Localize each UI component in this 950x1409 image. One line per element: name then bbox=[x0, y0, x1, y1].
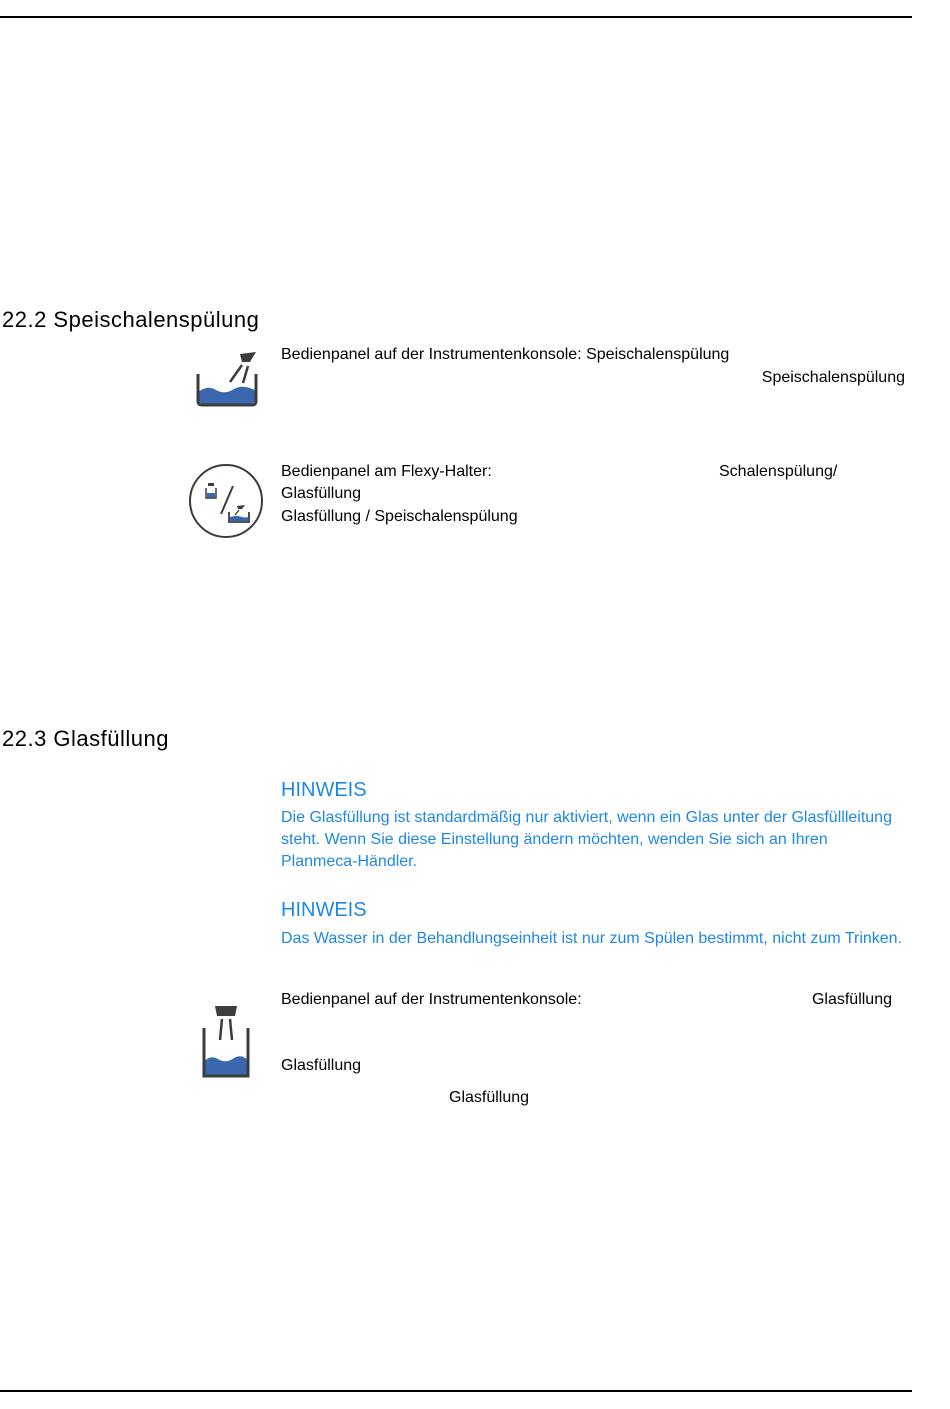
section-heading-22-2: 22.2 Speischalenspülung bbox=[2, 307, 260, 332]
glass-console-trailing: Glasfüllung bbox=[811, 991, 892, 1008]
console-panel-label: Bedienpanel auf der Instrumentenkonsole: Speischalenspülung bbox=[281, 346, 730, 363]
glass-fill-icon bbox=[198, 1002, 254, 1082]
note-text-2: Das Wasser in der Behandlungseinheit ist nur zum Spülen bestimmt, nicht zum Trinken. bbox=[281, 930, 903, 947]
top-rule bbox=[0, 16, 912, 18]
glass-fill-line-1: Glasfüllung bbox=[281, 1057, 362, 1074]
note-text-1: Die Glasfüllung ist standardmäßig nur aktiviert, wenn ein Glas unter der Glasfüllleitung steht. Wenn Sie diese Einstellung ändern möchten, wenden Sie sich an Ihren Planmeca-Händler. bbox=[281, 809, 892, 870]
glass-console-label: Bedienpanel auf der Instrumentenkonsole: bbox=[281, 991, 582, 1008]
glass-fill-line-2: Glasfüllung bbox=[449, 1089, 530, 1106]
flexy-panel-line3: Glasfüllung / Speischalenspülung bbox=[281, 508, 518, 525]
flexy-panel-label: Bedienpanel am Flexy-Halter: bbox=[281, 463, 492, 480]
glass-bowl-toggle-icon bbox=[187, 462, 265, 540]
bowl-rinse-icon bbox=[190, 346, 266, 410]
note-title-2: HINWEIS bbox=[281, 899, 367, 921]
flexy-panel-line2: Glasfüllung bbox=[281, 485, 362, 502]
flexy-panel-trailing: Schalenspülung/ bbox=[719, 463, 838, 480]
section-heading-22-3: 22.3 Glasfüllung bbox=[2, 726, 169, 751]
console-panel-trailing: Speischalenspülung bbox=[761, 369, 905, 386]
note-title-1: HINWEIS bbox=[281, 779, 367, 801]
bottom-rule bbox=[0, 1390, 912, 1392]
